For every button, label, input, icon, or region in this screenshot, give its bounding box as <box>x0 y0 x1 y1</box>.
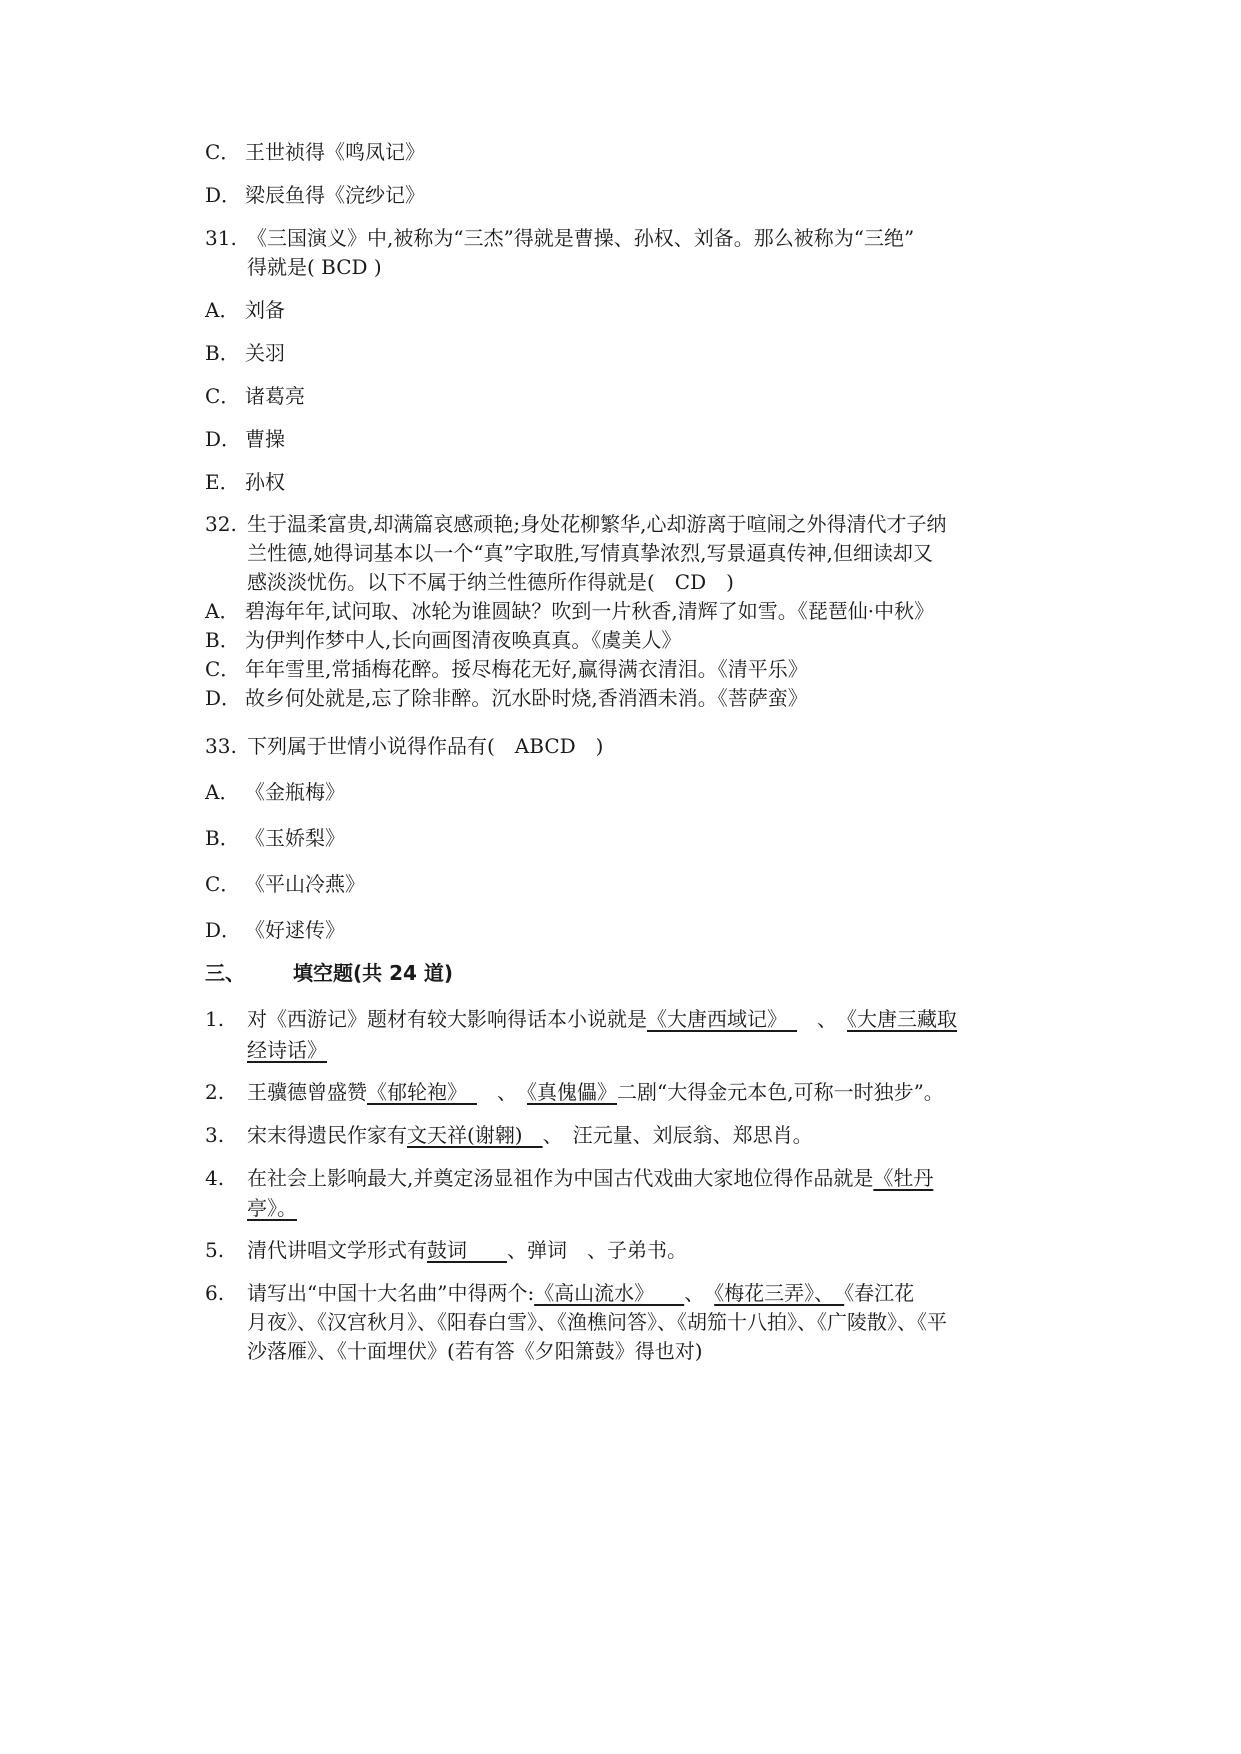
option-text: 王世祯得《鸣凤记》 <box>245 140 425 164</box>
fill-answer: 文天祥(谢翱) <box>407 1123 543 1147</box>
option-text: 孙权 <box>245 470 285 494</box>
fill-text: 月夜》、《汉宫秋月》、《阳春白雪》、《渔樵问答》、《胡笳十八拍》、《广陵散》、《平 <box>247 1310 947 1334</box>
option-letter: C． <box>205 657 241 681</box>
question-text: 《三国演义》中,被称为“三杰”得就是曹操、孙权、刘备。那么被称为“三绝” <box>247 226 915 250</box>
option-letter: C． <box>205 384 241 408</box>
option-text: 梁辰鱼得《浣纱记》 <box>245 183 425 207</box>
fill-item-2 <box>205 1078 944 1106</box>
question-text: 感淡淡忧伤。以下不属于纳兰性德所作得就是( CD ) <box>247 570 734 594</box>
option-letter: A． <box>205 298 240 322</box>
fill-answer: 《大唐西域记》 <box>647 1007 797 1031</box>
fill-answer: 《真傀儡》 <box>527 1080 617 1104</box>
option-text: 诸葛亮 <box>245 384 305 408</box>
fill-text: 二剧“大得金元本色,可称一时独步”。 <box>617 1080 944 1104</box>
option-b-q33 <box>205 824 345 852</box>
option-letter: D． <box>205 183 242 207</box>
fill-text: 在社会上影响最大,并奠定汤显祖作为中国古代戏曲大家地位得作品就是 <box>247 1166 874 1190</box>
question-33 <box>205 732 603 760</box>
option-c-q32 <box>205 655 808 683</box>
section-title: 填空题(共 24 道) <box>293 961 454 985</box>
option-d-q32 <box>205 684 808 712</box>
fill-item-5 <box>205 1236 687 1264</box>
fill-item-1-cont <box>247 1036 327 1064</box>
question-text: 下列属于世情小说得作品有( ABCD ) <box>247 734 604 758</box>
fill-item-3 <box>205 1121 813 1149</box>
question-text: 兰性德,她得词基本以一个“真”字取胜,写情真挚浓烈,写景逼真传神,但细读却又 <box>247 541 933 565</box>
question-text: 生于温柔富贵,却满篇哀感顽艳;身处花柳繁华,心却游离于喧闹之外得清代才子纳 <box>247 512 947 536</box>
option-text: 年年雪里,常插梅花醉。挼尽梅花无好,赢得满衣清泪。《清平乐》 <box>245 657 808 681</box>
fill-item-1 <box>205 1005 957 1033</box>
fill-answer: 《大唐三藏取 <box>847 1007 957 1031</box>
fill-item-6-cont-2 <box>247 1337 703 1365</box>
option-text: 《金瓶梅》 <box>245 780 345 804</box>
question-32 <box>205 510 946 538</box>
option-text: 《好逑传》 <box>245 918 345 942</box>
question-32-cont-1 <box>247 539 933 567</box>
option-letter: C． <box>205 140 241 164</box>
option-text: 碧海年年,试问取、冰轮为谁圆缺？吹到一片秋香,清辉了如雪。《琵琶仙·中秋》 <box>245 599 935 623</box>
option-d-q30 <box>205 181 425 209</box>
fill-text: 、 <box>477 1080 527 1104</box>
section-heading <box>205 959 453 987</box>
option-c-q31 <box>205 382 305 410</box>
question-number: 31. <box>205 226 237 250</box>
fill-answer: 鼓词 <box>427 1238 507 1262</box>
option-d-q33 <box>205 916 345 944</box>
fill-answer: 《梅花三弄》、 <box>714 1281 845 1305</box>
fill-answer: 《高山流水》 <box>534 1281 685 1305</box>
option-text: 《玉娇梨》 <box>245 826 345 850</box>
fill-answer: 《牡丹 <box>873 1166 934 1190</box>
option-text: 刘备 <box>245 298 285 322</box>
fill-item-4-cont <box>247 1194 297 1222</box>
question-text: 得就是( BCD ) <box>247 255 382 279</box>
fill-number: 5. <box>205 1238 225 1262</box>
fill-answer: 《郁轮袍》 <box>367 1080 477 1104</box>
question-number: 33. <box>205 734 237 758</box>
option-letter: A． <box>205 599 240 623</box>
fill-text: 沙落雁》、《十面埋伏》(若有答《夕阳箫鼓》得也对) <box>247 1339 703 1363</box>
fill-text: 王骥德曾盛赞 <box>247 1080 367 1104</box>
option-a-q33 <box>205 778 345 806</box>
fill-text: 宋末得遗民作家有 <box>247 1123 407 1147</box>
option-letter: E． <box>205 470 240 494</box>
fill-text: 对《西游记》题材有较大影响得话本小说就是 <box>247 1007 647 1031</box>
option-letter: A． <box>205 780 240 804</box>
option-letter: D． <box>205 918 242 942</box>
option-letter: D． <box>205 427 242 451</box>
fill-answer: 经诗话》 <box>247 1038 327 1062</box>
question-31-cont <box>247 253 382 281</box>
fill-text: 《春江花 <box>844 1281 915 1305</box>
fill-text: 请写出“中国十大名曲”中得两个: <box>247 1281 535 1305</box>
option-letter: B． <box>205 341 240 365</box>
fill-text: 、弹词 、子弟书。 <box>507 1238 687 1262</box>
fill-item-6-cont-1 <box>247 1308 947 1336</box>
option-text: 为伊判作梦中人,长向画图清夜唤真真。《虞美人》 <box>245 628 682 652</box>
fill-number: 1. <box>205 1007 225 1031</box>
option-letter: B． <box>205 826 240 850</box>
question-number: 32. <box>205 512 237 536</box>
option-e-q31 <box>205 468 285 496</box>
option-c-q33 <box>205 870 365 898</box>
fill-answer: 亭》。 <box>247 1196 297 1220</box>
fill-text: 、 <box>797 1007 847 1031</box>
fill-item-6 <box>205 1279 914 1307</box>
option-text: 《平山冷燕》 <box>245 872 365 896</box>
section-number: 三、 <box>205 961 245 985</box>
option-d-q31 <box>205 425 285 453</box>
option-letter: C． <box>205 872 241 896</box>
fill-number: 4. <box>205 1166 225 1190</box>
question-31 <box>205 224 914 252</box>
question-32-cont-2 <box>247 568 734 596</box>
option-b-q31 <box>205 339 285 367</box>
option-letter: D． <box>205 686 242 710</box>
option-a-q32 <box>205 597 934 625</box>
option-text: 故乡何处就是,忘了除非醉。沉水卧时烧,香消酒未消。《菩萨蛮》 <box>245 686 808 710</box>
option-letter: B． <box>205 628 240 652</box>
option-c-q30 <box>205 138 425 166</box>
fill-item-4 <box>205 1164 933 1192</box>
option-a-q31 <box>205 296 285 324</box>
fill-text: 清代讲唱文学形式有 <box>247 1238 427 1262</box>
fill-number: 6. <box>205 1281 225 1305</box>
option-text: 曹操 <box>245 427 285 451</box>
fill-text: 、 汪元量、刘辰翁、郑思肖。 <box>542 1123 813 1147</box>
fill-text: 、 <box>684 1281 715 1305</box>
option-b-q32 <box>205 626 681 654</box>
fill-number: 2. <box>205 1080 225 1104</box>
fill-number: 3. <box>205 1123 225 1147</box>
option-text: 关羽 <box>245 341 285 365</box>
